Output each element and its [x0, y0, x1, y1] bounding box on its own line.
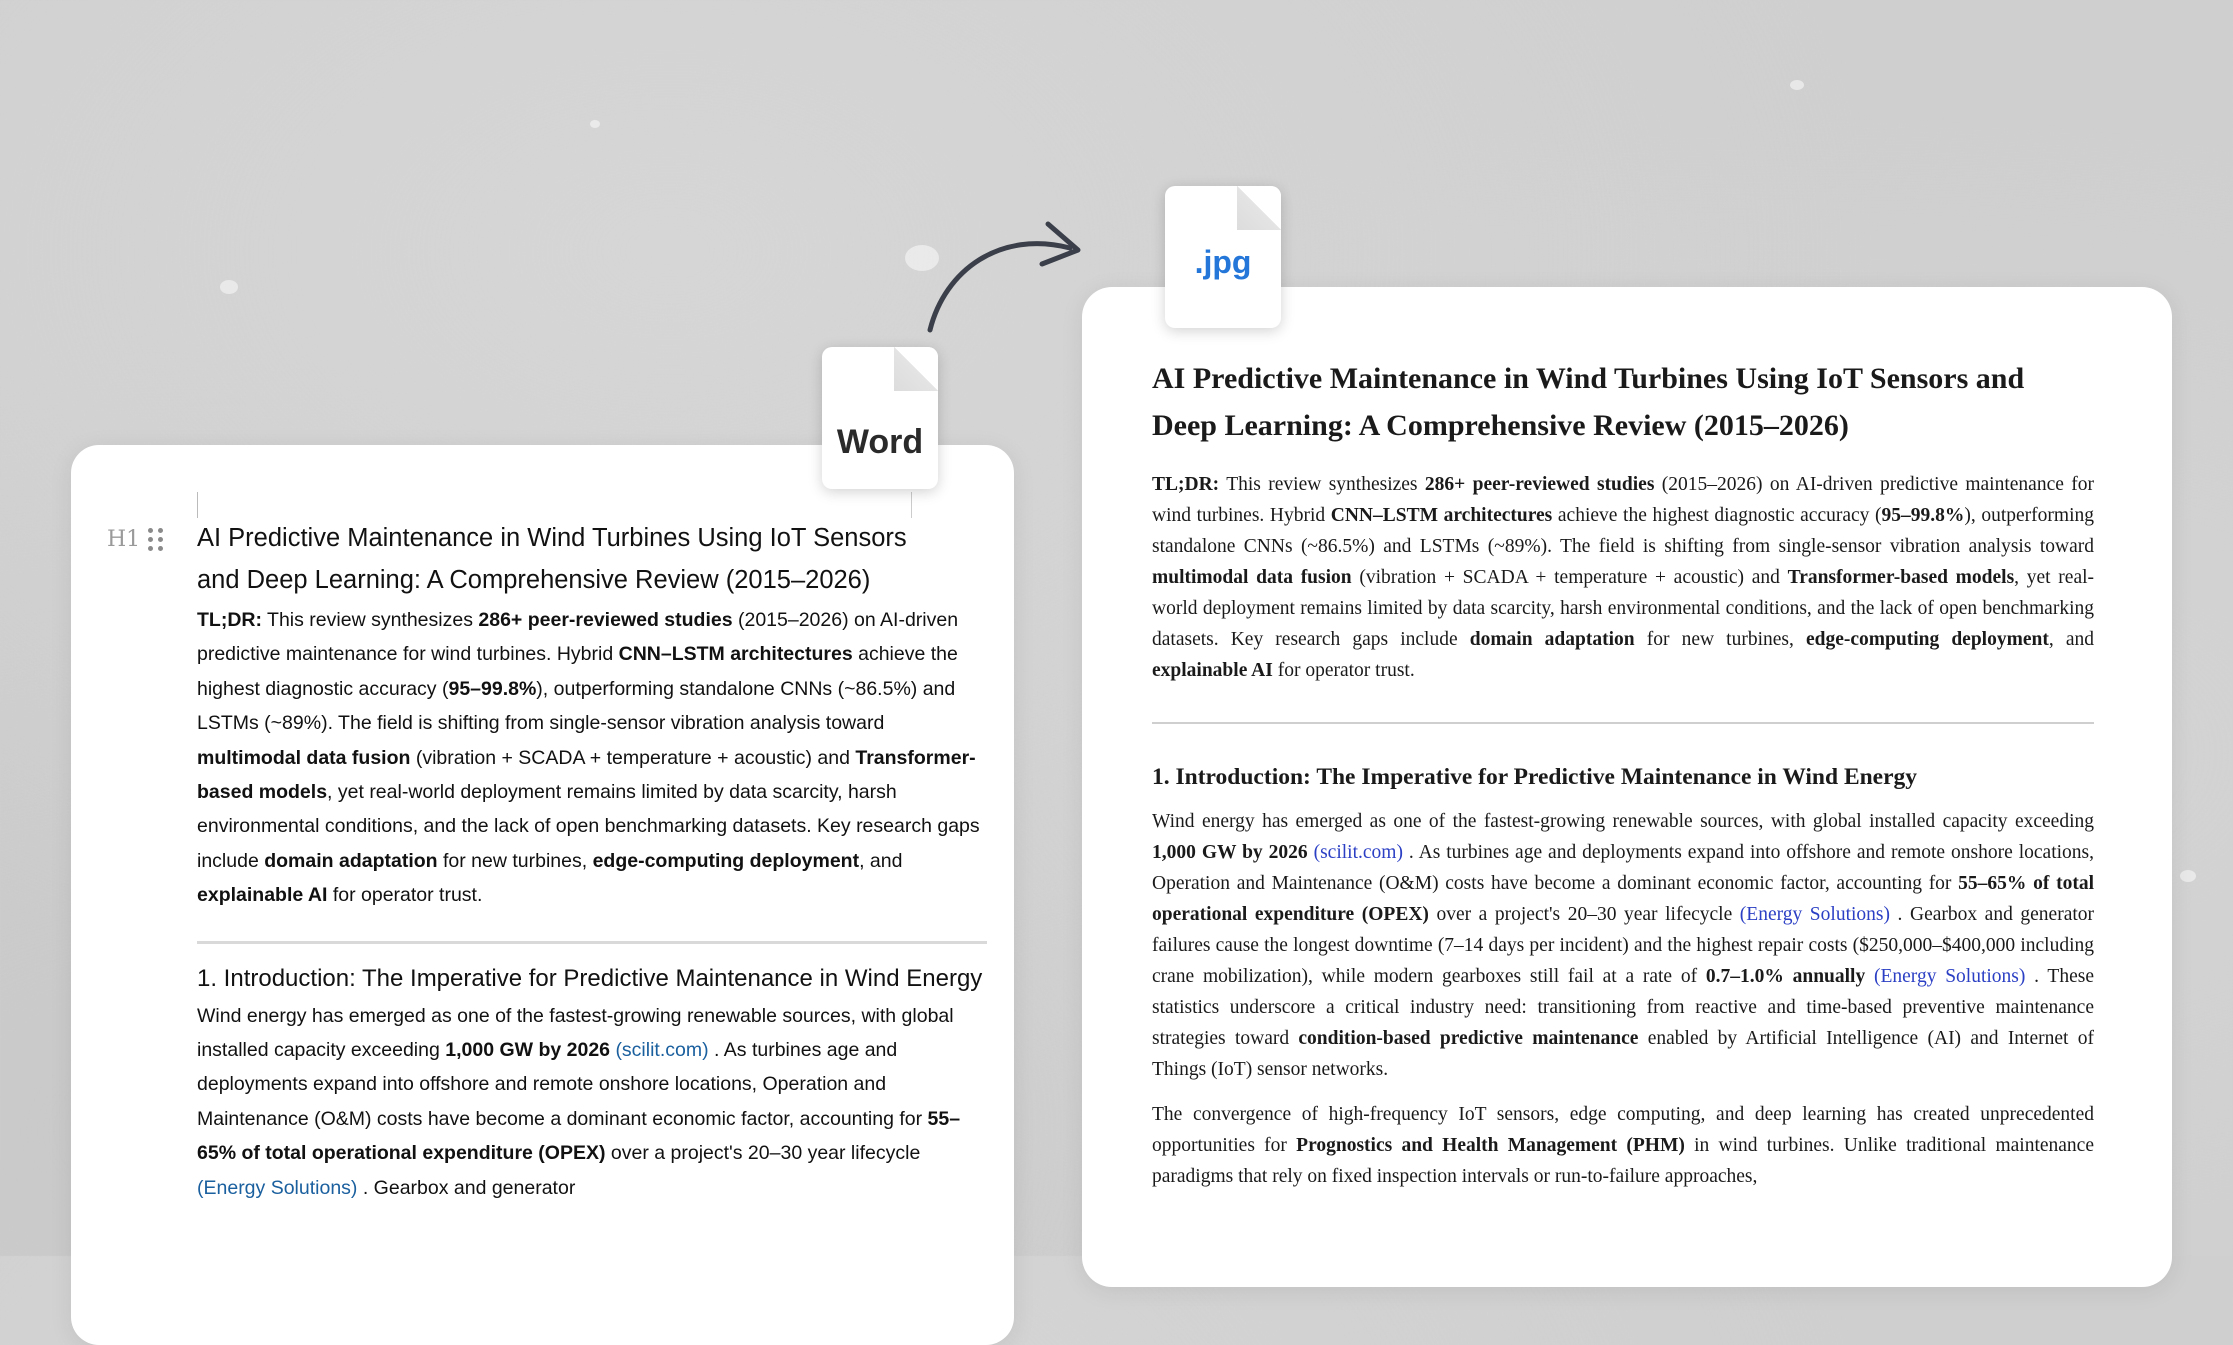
background-speck	[220, 280, 238, 294]
drag-handle-icon[interactable]	[148, 528, 164, 551]
bold-run: multimodal data fusion	[197, 746, 411, 769]
jpg-file-label: .jpg	[1194, 243, 1252, 280]
bold-run: Transformer-based models	[197, 746, 976, 804]
bold-run: 286+ peer-reviewed studies	[478, 609, 733, 631]
word-document-body[interactable]	[197, 517, 987, 1205]
text-run: (vibration + SCADA + temperature + acoustic) and	[1351, 567, 1788, 588]
intro-paragraph	[1152, 806, 2094, 1085]
text-run: (2015–2026) on AI-driven predictive maintenance for wind turbines. Hybrid	[1152, 474, 2095, 526]
text-run: ), outperforming standalone CNNs (~86.5%) and LSTMs (~89%). The field is shifting from single-sensor vibration analysis toward	[197, 677, 956, 735]
bold-run: multimodal data fusion	[1152, 567, 1352, 588]
citation-energy-solutions: (Energy Solutions)	[1874, 966, 2026, 987]
jpg-document-card	[1082, 287, 2172, 1287]
jpg-document-body	[1152, 355, 2094, 1192]
text-run: for new turbines,	[1634, 629, 1806, 650]
bold-run: condition-based predictive maintenance	[1298, 1028, 1639, 1049]
text-run: Wind energy has emerged as one of the fastest-growing renewable sources, with global installed capacity exceeding	[197, 1004, 954, 1062]
tldr-label: TL;DR:	[1152, 474, 1220, 495]
text-run: in wind turbines. Unlike traditional maintenance paradigms that rely on fixed inspection intervals or run-to-failure approaches,	[1152, 1135, 2094, 1187]
text-run: ), outperforming standalone CNNs (~86.5%) and LSTMs (~89%). The field is shifting from single-sensor vibration analysis toward	[1152, 505, 2094, 557]
jpg-file-icon	[1165, 186, 1281, 328]
bold-run: domain adaptation	[1469, 629, 1635, 650]
divider	[197, 941, 987, 944]
bold-run: Transformer-based models	[1787, 567, 2015, 588]
text-run: achieve the highest diagnostic accuracy (	[1552, 505, 1882, 526]
text-run: achieve the highest diagnostic accuracy (	[197, 643, 958, 700]
title-line-2: and Deep Learning: A Comprehensive Review (2015–2026)	[197, 566, 871, 594]
text-run: This review synthesizes	[261, 609, 479, 631]
bold-run: 0.7–1.0% annually	[1705, 966, 1866, 987]
text-run: for operator trust.	[1272, 660, 1415, 681]
text-cursor	[911, 492, 912, 518]
text-cursor	[197, 492, 198, 518]
text-run: . As turbines age and deployments expand into offshore and remote onshore locations, Operation and Maintenance (O&M) costs have become a dominant economic factor, accounting for	[197, 1039, 928, 1130]
text-run: . Gearbox and generator failures cause the longest downtime (7–14 days per incident) and the highest repair costs ($250,000–$400,000 including crane mobilization), while modern gearboxes still fail at a rate of	[1152, 904, 2095, 987]
tldr-label: TL;DR:	[197, 609, 262, 631]
word-file-icon	[822, 347, 938, 489]
bold-run: 1,000 GW by 2026	[1152, 842, 1308, 863]
text-run: . Gearbox and generator	[357, 1176, 576, 1199]
document-title: AI Predictive Maintenance in Wind Turbines Using IoT Sensors and Deep Learning: A Comprehensive Review (2015–2026)	[1152, 362, 2025, 442]
text-run: (vibration + SCADA + temperature + acoustic) and	[410, 746, 856, 769]
bold-run: domain adaptation	[264, 849, 438, 872]
text-run: over a project's 20–30 year lifecycle	[605, 1142, 921, 1165]
bold-run: edge-computing deployment	[592, 849, 860, 872]
block-handle[interactable]	[107, 527, 164, 552]
bold-run: 1,000 GW by 2026	[445, 1039, 611, 1062]
citation-scilit: (scilit.com)	[1313, 842, 1403, 863]
bold-run: 55–65% of total operational expenditure (OPEX)	[1152, 873, 2094, 925]
text-run: , yet real-world deployment remains limited by data scarcity, harsh environmental conditions, and the lack of open benchmarking datasets. Key research gaps include	[197, 781, 980, 872]
citation-link-energy-solutions[interactable]: (Energy Solutions)	[197, 1176, 358, 1199]
intro-heading: 1. Introduction: The Imperative for Predictive Maintenance in Wind Energy	[1152, 764, 1918, 790]
word-document-card	[71, 445, 1014, 1345]
text-run: . As turbines age and deployments expand into offshore and remote onshore locations, Operation and Maintenance (O&M) costs have become a dominant economic factor, accounting for	[1152, 842, 2094, 894]
document-title[interactable]	[197, 517, 987, 601]
text-run: Wind energy has emerged as one of the fastest-growing renewable sources, with global installed capacity exceeding	[1152, 811, 2094, 832]
bold-run: explainable AI	[1152, 660, 1273, 681]
text-run: The convergence of high-frequency IoT sensors, edge computing, and deep learning has created unprecedented opportunities for	[1152, 1104, 2094, 1156]
text-run: (2015–2026) on AI-driven predictive maintenance for wind turbines. Hybrid	[197, 609, 959, 666]
text-run: , and	[2048, 629, 2094, 650]
text-run: , yet real-world deployment remains limited by data scarcity, harsh environmental conditions, and the lack of open benchmarking datasets. Key research gaps include	[1152, 567, 2095, 650]
text-run: for new turbines,	[437, 849, 593, 872]
intro-paragraph[interactable]	[197, 999, 987, 1205]
citation-link-scilit[interactable]: (scilit.com)	[615, 1039, 709, 1062]
bold-run: CNN–LSTM architectures	[1330, 505, 1553, 526]
divider	[1152, 722, 2094, 724]
intro-heading[interactable]: 1. Introduction: The Imperative for Predictive Maintenance in Wind Energy	[197, 964, 983, 992]
bold-run: Prognostics and Health Management (PHM)	[1296, 1135, 1685, 1156]
text-run: This review synthesizes	[1219, 474, 1425, 495]
background-speck	[1790, 80, 1804, 90]
bold-run: explainable AI	[197, 884, 328, 907]
tldr-paragraph	[1152, 469, 2094, 686]
heading-level-icon[interactable]: H1	[107, 527, 141, 552]
citation-energy-solutions: (Energy Solutions)	[1739, 904, 1890, 925]
text-run: , and	[859, 849, 903, 872]
folded-corner	[894, 347, 938, 391]
bold-run: 95–99.8%	[1881, 505, 1965, 526]
folded-corner	[1237, 186, 1281, 230]
bold-run: 55–65% of total operational expenditure (OPEX)	[197, 1107, 961, 1165]
convert-arrow-icon	[920, 210, 1090, 340]
tldr-paragraph[interactable]	[197, 603, 987, 913]
background-speck	[2180, 870, 2196, 882]
bold-run: 95–99.8%	[448, 677, 537, 700]
text-run: over a project's 20–30 year lifecycle	[1428, 904, 1740, 925]
text-run: . These statistics underscore a critical industry need: transitioning from reactive and time-based preventive maintenance strategies toward	[1152, 966, 2094, 1049]
title-line-1: AI Predictive Maintenance in Wind Turbines Using IoT Sensors	[197, 524, 907, 552]
text-run: enabled by Artificial Intelligence (AI) and Internet of Things (IoT) sensor networks.	[1152, 1028, 2094, 1080]
bold-run: 286+ peer-reviewed studies	[1424, 474, 1655, 495]
text-run: for operator trust.	[327, 884, 483, 907]
bold-run: CNN–LSTM architectures	[618, 643, 853, 666]
intro-paragraph-2	[1152, 1099, 2094, 1192]
background-speck	[590, 120, 600, 128]
bold-run: edge-computing deployment	[1805, 629, 2049, 650]
word-file-label: Word	[836, 422, 924, 461]
